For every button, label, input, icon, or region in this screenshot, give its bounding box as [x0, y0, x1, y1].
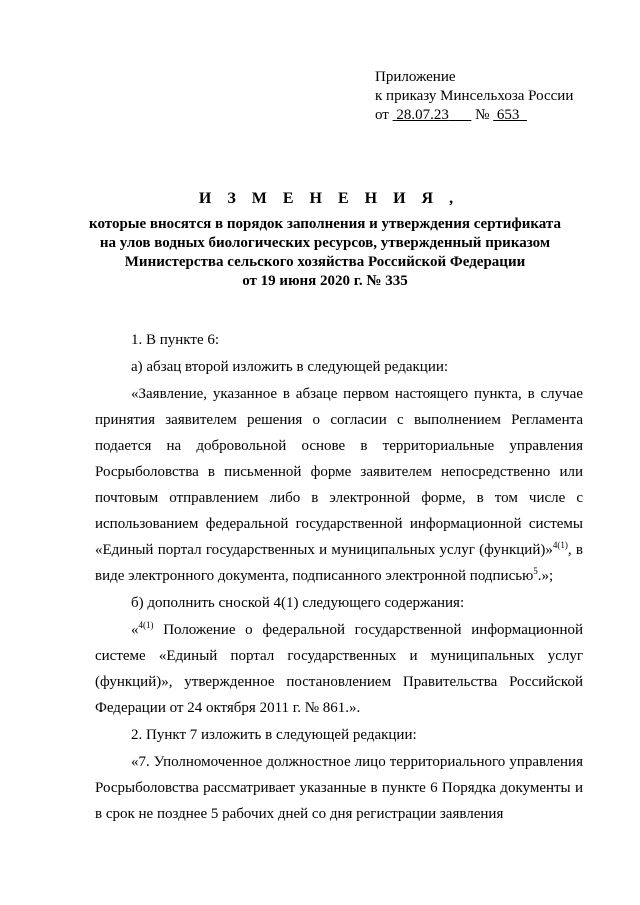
title-line-1: которые вносятся в порядок заполнения и утверждения сертификата — [89, 216, 561, 232]
appendix-order-ref: к приказу Минсельхоза России — [375, 88, 574, 104]
paragraph-1: 1. В пункте 6: — [131, 332, 220, 348]
order-number: 653 — [496, 107, 520, 123]
title-line-3: Министерства сельского хозяйства Российской Федерации — [124, 254, 526, 270]
paragraph-3: «Заявление, указанное в абзаце первом настоящего пункта, в случае принятия заявителем решения о согласии с выполнением Регламента подается на добровольной основе в территориальные управления Росрыболовства в письменной форме заявителем непосредственно или почтовым отправлением либо в электронной форме, в том числе с использованием федеральной государственной информационной системы «Единый портал государственных и муниципальных услуг (функций)»$^{4(1)}$, в виде электронного документа, подписанного электронной подписью$^5$.»; — [95, 386, 583, 584]
number-label: № — [475, 107, 490, 123]
title-heading: И З М Е Н Е Н И Я , — [198, 190, 460, 207]
appendix-title: Приложение — [375, 69, 456, 85]
appendix-date-number — [375, 106, 573, 125]
from-label: от — [375, 107, 389, 123]
paragraph-4: б) дополнить сноской 4(1) следующего содержания: — [131, 595, 465, 611]
title-line-4: от 19 июня 2020 г. № 335 — [242, 273, 408, 289]
appendix-header — [375, 68, 573, 125]
paragraph-6: 2. Пункт 7 изложить в следующей редакции: — [131, 727, 417, 743]
document-title — [60, 190, 590, 291]
order-date: 28.07.23 — [396, 107, 449, 123]
title-line-2: на улов водных биологических ресурсов, утвержденный приказом — [99, 235, 551, 251]
paragraph-7: «7. Уполномоченное должностное лицо территориального управления Росрыболовства рассматривает указанные в пункте 6 Порядка документы и в срок не позднее 5 рабочих дней со дня регистрации заявления — [95, 754, 583, 822]
document-body — [95, 327, 583, 828]
paragraph-5-footnote: «$^{4(1)}$ Положение о федеральной государственной информационной системе «Единый портал государственных и муниципальных услуг (функций)», утвержденное постановлением Правительства Российской Федерации от 24 октября 2011 г. № 861.». — [95, 620, 583, 716]
paragraph-2: а) абзац второй изложить в следующей редакции: — [131, 359, 449, 375]
